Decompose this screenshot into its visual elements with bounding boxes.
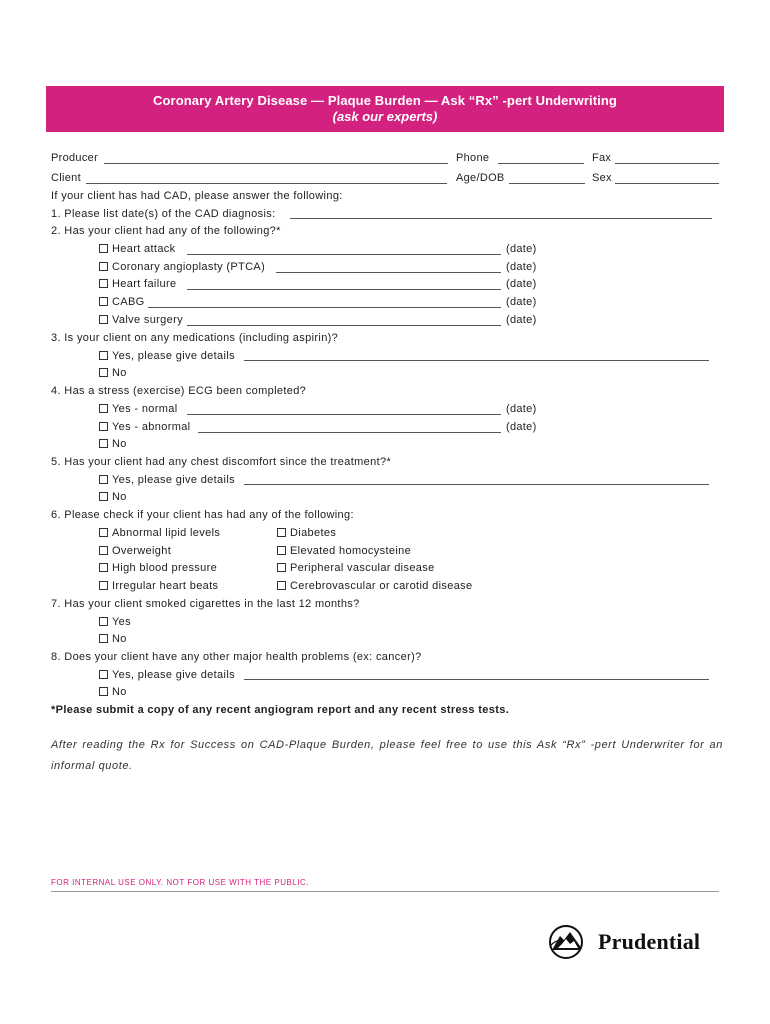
checkbox[interactable] [277, 563, 286, 572]
cabg-date-field[interactable] [148, 307, 501, 308]
fax-field[interactable] [615, 163, 719, 164]
checkbox[interactable] [99, 581, 108, 590]
sex-label: Sex [592, 172, 612, 184]
producer-label: Producer [51, 152, 99, 164]
cad-diagnosis-date-field[interactable] [290, 218, 712, 219]
ecg-normal-date-field[interactable] [187, 414, 501, 415]
intro-text: If your client has had CAD, please answer the following: [51, 190, 343, 202]
age-dob-label: Age/DOB [456, 172, 505, 184]
sex-field[interactable] [615, 183, 719, 184]
checkbox[interactable] [99, 422, 108, 431]
age-dob-field[interactable] [509, 183, 585, 184]
heart-failure-option[interactable]: Heart failure [99, 277, 176, 291]
medications-details-field[interactable] [244, 360, 709, 361]
angioplasty-date-field[interactable] [276, 272, 501, 273]
medications-yes-option[interactable]: Yes, please give details [99, 349, 235, 363]
checkbox[interactable] [99, 297, 108, 306]
checkbox[interactable] [99, 439, 108, 448]
submission-note: *Please submit a copy of any recent angiogram report and any recent stress tests. [51, 704, 510, 716]
question-2: 2. Has your client had any of the following?* [51, 225, 281, 237]
heart-attack-option[interactable]: Heart attack [99, 242, 176, 256]
chest-discomfort-details-field[interactable] [244, 484, 709, 485]
question-8: 8. Does your client have any other major health problems (ex: cancer)? [51, 651, 422, 663]
form-subtitle: (ask our experts) [332, 109, 438, 124]
chest-discomfort-yes-option[interactable]: Yes, please give details [99, 473, 235, 487]
date-label: (date) [506, 261, 537, 273]
angioplasty-option[interactable]: Coronary angioplasty (PTCA) [99, 260, 265, 274]
other-health-yes-option[interactable]: Yes, please give details [99, 668, 235, 682]
checkbox[interactable] [99, 475, 108, 484]
date-label: (date) [506, 243, 537, 255]
date-label: (date) [506, 421, 537, 433]
date-label: (date) [506, 296, 537, 308]
closing-text: After reading the Rx for Success on CAD-Plaque Burden, please feel free to use this Ask “Rx” -pert Underwriter for an informal quote. [51, 739, 723, 772]
question-7: 7. Has your client smoked cigarettes in the last 12 months? [51, 598, 360, 610]
checkbox[interactable] [99, 634, 108, 643]
internal-use-notice: FOR INTERNAL USE ONLY. NOT FOR USE WITH THE PUBLIC. [51, 878, 309, 887]
other-health-no-option[interactable]: No [99, 685, 127, 699]
heart-failure-date-field[interactable] [187, 289, 501, 290]
footer-divider [51, 891, 719, 892]
question-6: 6. Please check if your client has had any of the following: [51, 509, 354, 521]
question-4: 4. Has a stress (exercise) ECG been completed? [51, 385, 307, 397]
cabg-option[interactable]: CABG [99, 295, 145, 309]
cerebrovascular-option[interactable]: Cerebrovascular or carotid disease [277, 579, 472, 593]
producer-field[interactable] [104, 163, 448, 164]
checkbox[interactable] [99, 546, 108, 555]
date-label: (date) [506, 403, 537, 415]
checkbox[interactable] [99, 528, 108, 537]
checkbox[interactable] [99, 492, 108, 501]
medications-no-option[interactable]: No [99, 366, 127, 380]
checkbox[interactable] [99, 262, 108, 271]
client-field[interactable] [86, 183, 447, 184]
ecg-no-option[interactable]: No [99, 437, 127, 451]
smoked-no-option[interactable]: No [99, 632, 127, 646]
checkbox[interactable] [277, 546, 286, 555]
ecg-abnormal-option[interactable]: Yes - abnormal [99, 420, 190, 434]
homocysteine-option[interactable]: Elevated homocysteine [277, 544, 411, 558]
lipid-option[interactable]: Abnormal lipid levels [99, 526, 220, 540]
smoked-yes-option[interactable]: Yes [99, 615, 131, 629]
overweight-option[interactable]: Overweight [99, 544, 171, 558]
phone-label: Phone [456, 152, 490, 164]
checkbox[interactable] [99, 351, 108, 360]
checkbox[interactable] [99, 279, 108, 288]
heart-beats-option[interactable]: Irregular heart beats [99, 579, 218, 593]
diabetes-option[interactable]: Diabetes [277, 526, 336, 540]
valve-surgery-date-field[interactable] [187, 325, 501, 326]
valve-surgery-option[interactable]: Valve surgery [99, 313, 183, 327]
fax-label: Fax [592, 152, 612, 164]
checkbox[interactable] [277, 581, 286, 590]
header-banner [46, 86, 724, 132]
form-title: Coronary Artery Disease — Plaque Burden — Ask “Rx” -pert Underwriting [153, 93, 617, 108]
checkbox[interactable] [277, 528, 286, 537]
vascular-option[interactable]: Peripheral vascular disease [277, 561, 435, 575]
checkbox[interactable] [99, 563, 108, 572]
other-health-details-field[interactable] [244, 679, 709, 680]
checkbox[interactable] [99, 315, 108, 324]
chest-discomfort-no-option[interactable]: No [99, 490, 127, 504]
date-label: (date) [506, 314, 537, 326]
blood-pressure-option[interactable]: High blood pressure [99, 561, 217, 575]
checkbox[interactable] [99, 617, 108, 626]
prudential-rock-icon [548, 924, 588, 969]
phone-field[interactable] [498, 163, 584, 164]
ecg-normal-option[interactable]: Yes - normal [99, 402, 178, 416]
checkbox[interactable] [99, 404, 108, 413]
checkbox[interactable] [99, 244, 108, 253]
question-1: 1. Please list date(s) of the CAD diagnosis: [51, 208, 276, 220]
checkbox[interactable] [99, 670, 108, 679]
question-5: 5. Has your client had any chest discomfort since the treatment?* [51, 456, 392, 468]
checkbox[interactable] [99, 687, 108, 696]
checkbox[interactable] [99, 368, 108, 377]
heart-attack-date-field[interactable] [187, 254, 501, 255]
brand-name: Prudential [598, 929, 701, 954]
ecg-abnormal-date-field[interactable] [198, 432, 501, 433]
client-label: Client [51, 172, 81, 184]
date-label: (date) [506, 278, 537, 290]
question-3: 3. Is your client on any medications (including aspirin)? [51, 332, 339, 344]
